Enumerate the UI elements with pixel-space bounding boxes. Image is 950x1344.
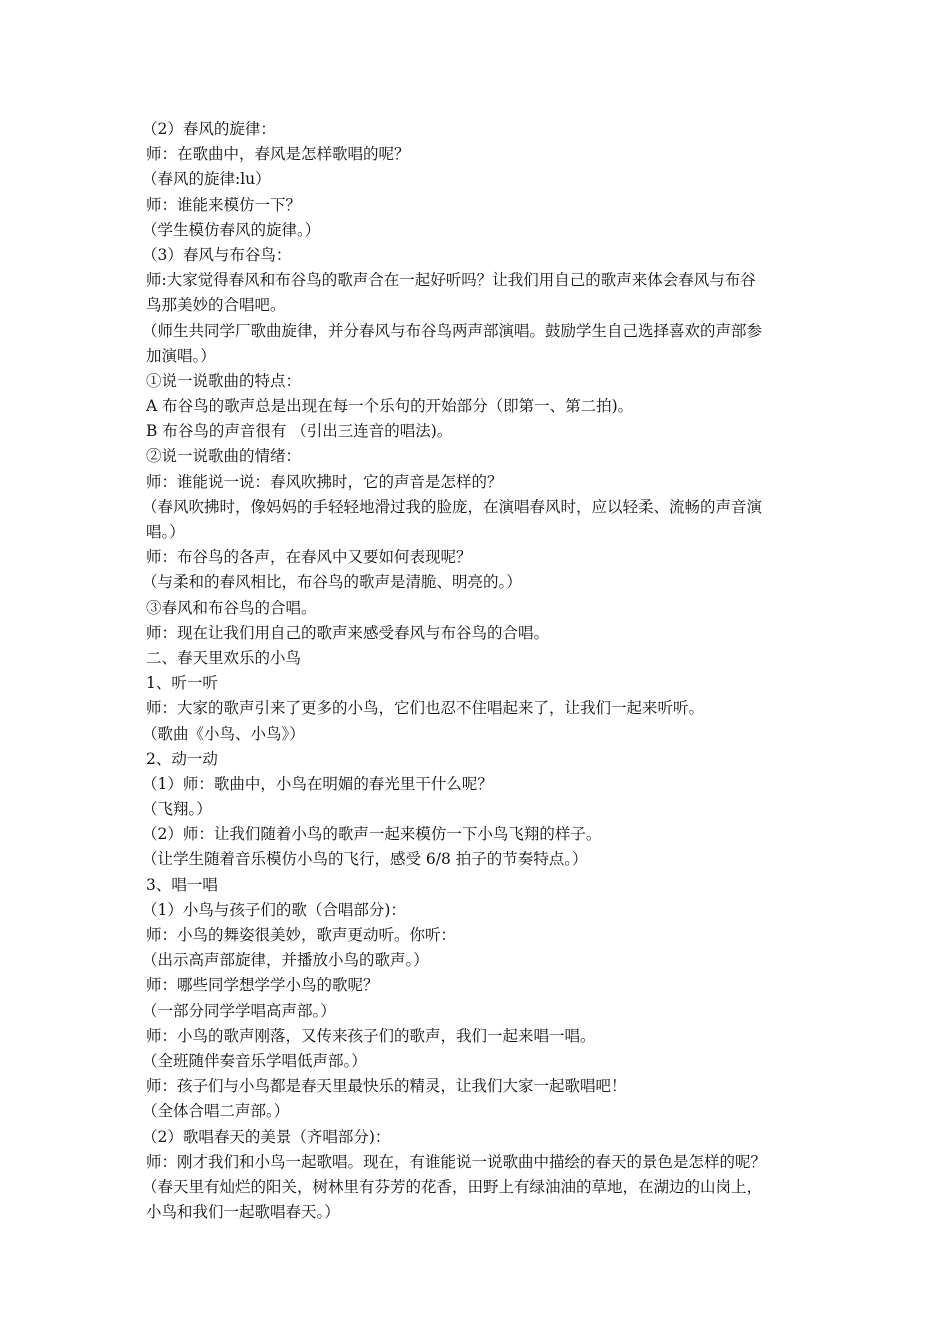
text-line: （一部分同学学唱高声部。）: [142, 1001, 336, 1020]
text-line: 师：谁能说一说：春风吹拂时，它的声音是怎样的？: [146, 472, 503, 491]
document-body: [142, 117, 814, 1225]
text-line: （春风的旋律:lu）: [142, 170, 271, 189]
text-line: （与柔和的春风相比，布谷鸟的歌声是清脆、明亮的。）: [142, 573, 522, 592]
text-line: 师：现在让我们用自己的歌声来感受春风与布谷鸟的合唱。: [146, 623, 550, 642]
text-line: B 布谷鸟的声音很有 （引出三连音的唱法)。: [146, 422, 453, 441]
text-line: 师：在歌曲中，春风是怎样歌唱的呢？: [146, 145, 410, 164]
text-line: 唱。）: [146, 523, 185, 541]
text-line: （让学生随着音乐模仿小鸟的飞行，感受 6/8 拍子的节奏特点。）: [142, 850, 588, 869]
text-line: （2）歌唱春天的美景（齐唱部分)：: [142, 1127, 391, 1146]
text-line: （1）师：歌曲中，小鸟在明媚的春光里干什么呢？: [142, 774, 493, 793]
text-line: 师：大家的歌声引来了更多的小鸟，它们也忍不住唱起来了，让我们一起来听听。: [146, 699, 705, 718]
text-line: 师：谁能来模仿一下？: [146, 195, 302, 214]
text-line: 师：小鸟的舞姿很美妙，歌声更动听。你听：: [146, 926, 457, 944]
text-line: 师：小鸟的歌声刚落，又传来孩子们的歌声，我们一起来唱一唱。: [146, 1026, 596, 1045]
text-line: 师：布谷鸟的各声，在春风中又要如何表现呢？: [146, 548, 472, 567]
text-line: 二、春天里欢乐的小鸟: [146, 648, 302, 667]
text-line: （3）春风与布谷鸟：: [142, 245, 292, 264]
text-line: 1、听一听: [146, 674, 218, 693]
text-line: ②说一说歌曲的情绪：: [146, 447, 302, 466]
text-line: （2）师：让我们随着小鸟的歌声一起来模仿一下小鸟飞翔的样子。: [142, 825, 602, 844]
text-line: 师：刚才我们和小鸟一起歌唱。现在，有谁能说一说歌曲中描绘的春天的景色是怎样的呢？: [146, 1152, 767, 1171]
text-line: （春风吹拂时，像妈妈的手轻轻地滑过我的脸庞，在演唱春风时，应以轻柔、流畅的声音演: [142, 497, 763, 516]
text-line: （春天里有灿烂的阳关，树林里有芬芳的花香，田野上有绿油油的草地，在湖边的山岗上，: [142, 1177, 763, 1196]
text-line: （飞翔。）: [142, 800, 212, 819]
text-line: 加演唱。）: [146, 346, 216, 365]
text-line: ③春风和布谷鸟的合唱。: [146, 598, 317, 617]
text-line: （师生共同学厂歌曲旋律，并分春风与布谷鸟两声部演唱。鼓励学生自己选择喜欢的声部参: [142, 321, 763, 340]
text-line: （全体合唱二声部。）: [142, 1102, 290, 1121]
text-line: 师：孩子们与小鸟都是春天里最快乐的精灵，让我们大家一起歌唱吧！: [146, 1077, 627, 1096]
text-line: 师:大家觉得春风和布谷鸟的歌声合在一起好听吗？让我们用自己的歌声来体会春风与布谷: [146, 271, 756, 290]
text-line: （歌曲《小鸟、小鸟》）: [142, 724, 305, 743]
text-line: （2）春风的旋律：: [142, 120, 276, 138]
text-line: （1）小鸟与孩子们的歌（合唱部分)：: [142, 900, 406, 919]
text-line: （学生模仿春风的旋律。）: [142, 220, 321, 239]
text-line: A 布谷鸟的歌声总是出现在每一个乐句的开始部分（即第一、第二拍)。: [146, 397, 634, 416]
text-line: 小鸟和我们一起歌唱春天。）: [146, 1203, 340, 1222]
text-line: 鸟那美妙的合唱吧。: [146, 296, 286, 315]
text-line: ①说一说歌曲的特点：: [146, 371, 302, 390]
text-line: 3、唱一唱: [146, 875, 218, 894]
text-line: （出示高声部旋律，并播放小鸟的歌声。）: [142, 951, 429, 970]
text-line: 2、动一动: [146, 749, 218, 768]
text-line: （全班随伴奏音乐学唱低声部。）: [142, 1051, 367, 1070]
text-line: 师：哪些同学想学学小鸟的歌呢？: [146, 976, 379, 995]
